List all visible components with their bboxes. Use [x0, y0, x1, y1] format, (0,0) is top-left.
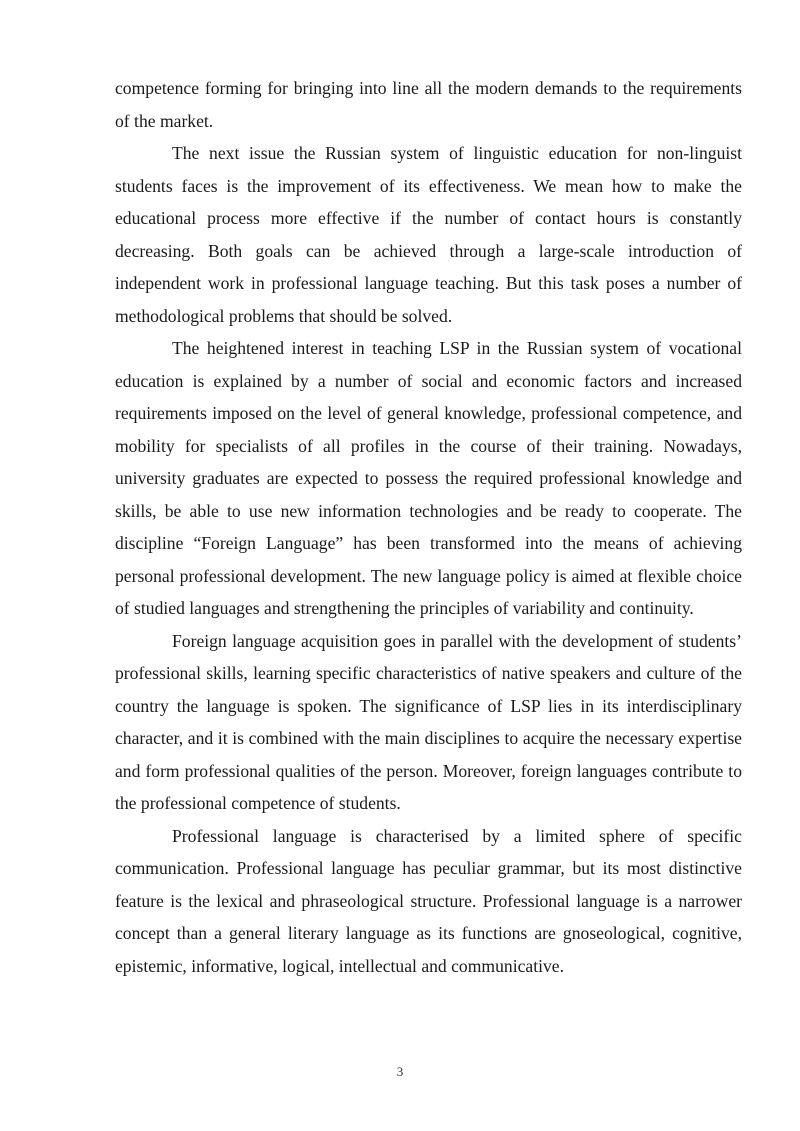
paragraph-3: The heightened interest in teaching LSP in the Russian system of vocational education is explained by a number of social and economic factors and increased requirements imposed on the level of general knowledge, professional competence, and mobility for specialists of all profiles in the course of their training. Nowadays, university graduates are expected to possess the required professional knowledge and skills, be able to use new information technologies and be ready to cooperate. The discipline “Foreign Language” has been transformed into the means of achieving personal professional development. The new language policy is aimed at flexible choice of studied languages and strengthening the principles of variability and continuity. — [115, 338, 742, 618]
paragraph-4: Foreign language acquisition goes in parallel with the development of students’ professional skills, learning specific characteristics of native speakers and culture of the country the language is spoken. The significance of LSP lies in its interdisciplinary character, and it is combined with the main disciplines to acquire the necessary expertise and form professional qualities of the person. Moreover, foreign languages contribute to the professional competence of students. — [115, 630, 742, 813]
page-number: 3 — [396, 1064, 404, 1079]
paragraph-1: competence forming for bringing into line all the modern demands to the requirements of the market. — [115, 78, 742, 131]
paragraph-5: Professional language is characterised by a limited sphere of specific communication. Professional language has peculiar grammar, but its most distinctive feature is the lexical and phraseological structure. Professional language is a narrower concept than a general literary language as its functions are gnoseological, cognitive, epistemic, informative, logical, intellectual and communicative. — [115, 825, 742, 976]
paragraph-2: The next issue the Russian system of linguistic education for non-linguist students faces is the improvement of its effectiveness. We mean how to make the educational process more effective if the number of contact hours is constantly decreasing. Both goals can be achieved through a large-scale introduction of independent work in professional language teaching. But this task poses a number of methodological problems that should be solved. — [115, 143, 742, 326]
page-body — [115, 72, 742, 982]
